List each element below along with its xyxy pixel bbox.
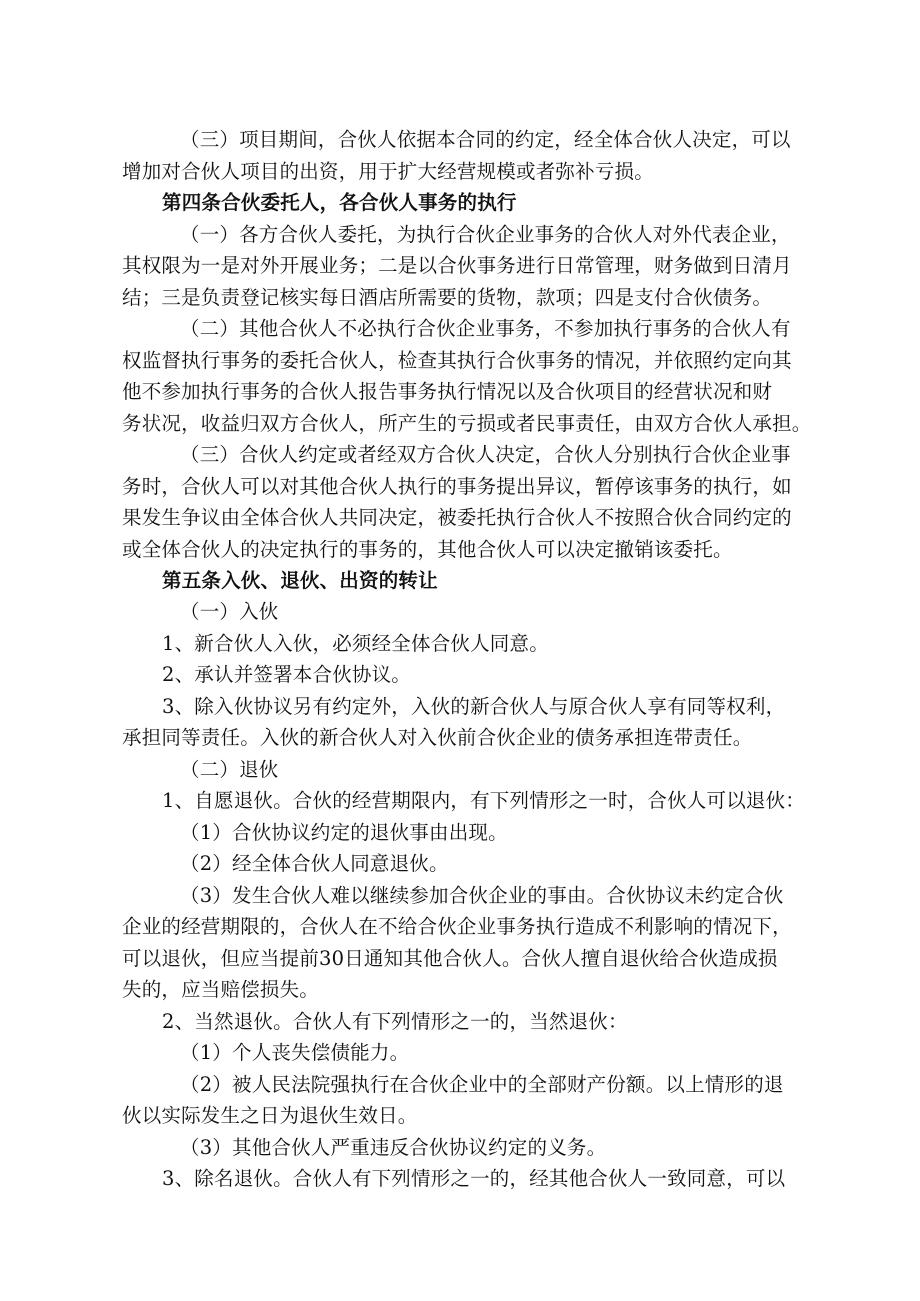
paragraph-line: 企业的经营期限的，合伙人在不给合伙企业事务执行造成不利影响的情况下， [122,915,792,938]
list-item: 1、自愿退伙。合伙的经营期限内，有下列情形之一时，合伙人可以退伙： [162,789,806,812]
list-item: （2）经全体合伙人同意退伙。 [180,852,449,875]
paragraph-line: （一）各方合伙人委托，为执行合伙企业事务的合伙人对外代表企业， [180,223,791,246]
list-item: 3、除名退伙。合伙人有下列情形之一的，经其他合伙人一致同意，可以 [162,1167,786,1190]
list-item: （3）其他合伙人严重违反合伙协议约定的义务。 [180,1136,607,1159]
paragraph-line: （二）其他合伙人不必执行合伙企业事务，不参加执行事务的合伙人有 [180,317,791,340]
paragraph-line: 或全体合伙人的决定执行的事务的，其他合伙人可以决定撤销该委托。 [122,538,733,561]
list-item: （1）个人丧失偿债能力。 [180,1041,410,1064]
section-heading: 第五条入伙、退伙、出资的转让 [162,569,438,592]
paragraph-line: 权监督执行事务的委托合伙人，检查其执行合伙事务的情况，并依照约定向其 [122,349,792,372]
list-item: （1）合伙协议约定的退伙事由出现。 [180,821,508,844]
paragraph-line: 务时，合伙人可以对其他合伙人执行的事务提出异议，暂停该事务的执行，如 [122,475,792,498]
list-item: 2、承认并签署本合伙协议。 [162,663,412,686]
paragraph-line: 结；三是负责登记核实每日酒店所需要的货物，款项；四是支付合伙债务。 [122,286,773,309]
paragraph-line: 他不参加执行事务的合伙人报告事务执行情况以及合伙项目的经营状况和财 [122,380,773,403]
paragraph-line: 失的，应当赔偿损失。 [122,978,320,1001]
paragraph-line: （三）合伙人约定或者经双方合伙人决定，合伙人分别执行合伙企业事 [180,443,791,466]
paragraph-line: 果发生争议由全体合伙人共同决定，被委托执行合伙人不按照合伙合同约定的 [122,506,792,529]
subsection-heading: （二）退伙 [180,758,279,781]
paragraph-line: 伙以实际发生之日为退伙生效日。 [122,1104,418,1127]
paragraph-line: 增加对合伙人项目的出资，用于扩大经营规模或者弥补亏损。 [122,160,654,183]
section-heading: 第四条合伙委托人，各合伙人事务的执行 [162,191,517,214]
paragraph-line: 其权限为一是对外开展业务；二是以合伙事务进行日常管理，财务做到日清月 [122,254,792,277]
list-item: 3、除入伙协议另有约定外，入伙的新合伙人与原合伙人享有同等权利， [162,695,786,718]
list-item: 1、新合伙人入伙，必须经全体合伙人同意。 [162,632,549,655]
paragraph-line: 承担同等责任。入伙的新合伙人对入伙前合伙企业的债务承担连带责任。 [122,726,753,749]
paragraph-line: （三）项目期间，合伙人依据本合同的约定，经全体合伙人决定，可以 [180,128,791,151]
list-item: （2）被人民法院强执行在合伙企业中的全部财产份额。以上情形的退 [180,1073,784,1096]
list-item: 2、当然退伙。合伙人有下列情形之一的，当然退伙： [162,1010,628,1033]
paragraph-line: 务状况，收益归双方合伙人，所产生的亏损或者民事责任，由双方合伙人承担。 [122,412,812,435]
subsection-heading: （一）入伙 [180,600,279,623]
list-item: （3）发生合伙人难以继续参加合伙企业的事由。合伙协议未约定合伙 [180,884,784,907]
paragraph-line: 可以退伙，但应当提前30日通知其他合伙人。合伙人擅自退伙给合伙造成损 [122,947,778,970]
